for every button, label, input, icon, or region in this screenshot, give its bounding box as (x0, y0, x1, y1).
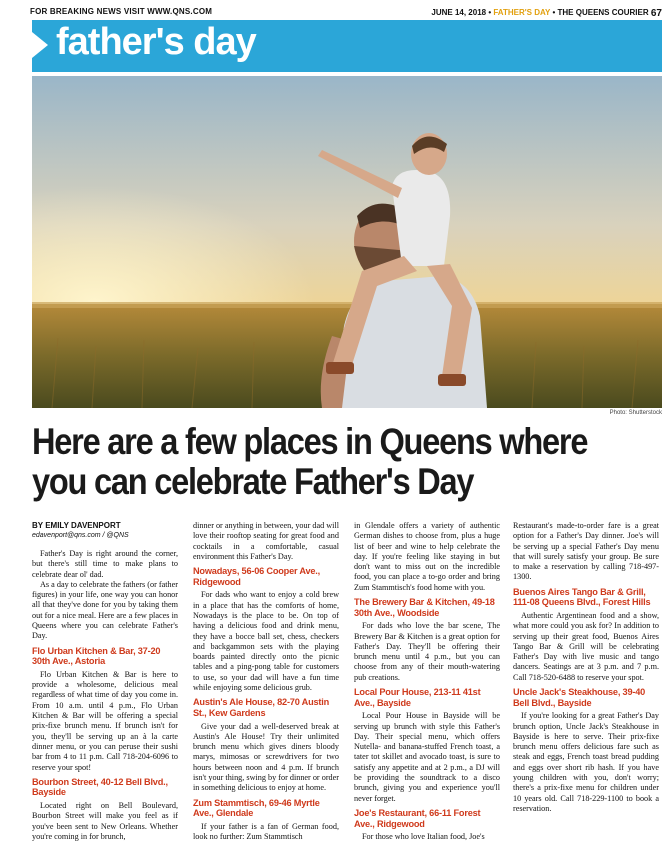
header-publication: • THE QUEENS COURIER (552, 8, 649, 17)
paragraph: Restaurant's made-to-order fare is a great option for a Father's Day dinner. Joe's will be serving up a special Father's Day menu that will surely satisfy your group. Be sure to make a reservation by calling 718-497-1300. (513, 521, 659, 582)
headline-line-2: you can celebrate Father's Day (32, 461, 474, 502)
venue-heading: Nowadays, 56-06 Cooper Ave., Ridgewood (193, 566, 320, 587)
paragraph: dinner or anything in between, your dad will love their rooftop seating for great food and cocktails in a comfortable, casual environment this Father's Day. (193, 521, 339, 561)
article-column-3 (354, 521, 500, 842)
hero-photo (32, 76, 662, 408)
banner-arrow-icon (32, 32, 48, 58)
venue-heading: Zum Stammtisch, 69-46 Myrtle Ave., Glendale (193, 797, 320, 819)
article-column-2 (193, 521, 339, 842)
paragraph: Father's Day is right around the corner, but there's still time to make plans to celebrate dear ol' dad. (32, 549, 178, 579)
section-banner (32, 20, 662, 72)
paragraph: Local Pour House in Bayside will be serving up brunch with style this Father's Day. Their special menu, which offers Nutella- and banana-stuffed French toast, a tater tot skillet and avocado toast, is sure to satisfy any appetite and at 2 p.m., a DJ will be providing the soundtrack to a disco brunch, giving you and experience you'll never forget. (354, 711, 500, 803)
paragraph: Authentic Argentinean food and a show, what more could you ask for? In addition to serving up their great food, Buenos Aires Tango Bar & Grill will be celebrating Father's Day with live music and tango dancers. Seatings are at 3 p.m. and 7 p.m. Call 718-520-6488 to reserve your spot. (513, 610, 659, 682)
headline-line-1: Here are a few places in Queens where (32, 421, 588, 462)
venue-heading: Local Pour House, 213-11 41st Ave., Bayside (354, 687, 481, 708)
venue-heading: The Brewery Bar & Kitchen, 49-18 30th Ave., Woodside (354, 597, 495, 618)
page-header (30, 6, 662, 18)
venue-heading: Austin's Ale House, 82-70 Austin St., Kew Gardens (193, 697, 330, 718)
paragraph: If your father is a fan of German food, look no further: Zum Stammtisch (193, 821, 339, 842)
paragraph: Give your dad a well-deserved break at Austin's Ale House! Try their unlimited brunch menu which gives diners bloody marys, mimosas or screwdrivers for two hours between noon and 4 p.m. If brunch isn't your thing, swing by for dinner or order in something delicious to enjoy at home. (193, 721, 339, 793)
paragraph: Located right on Bell Boulevard, Bourbon Street will make you feel as if you've been sent to New Orleans. Whether you're coming in for brunch, (32, 801, 178, 841)
venue-heading: Joe's Restaurant, 66-11 Forest Ave., Ridgewood (354, 807, 481, 829)
photo-credit: Photo: Shutterstock (609, 410, 662, 416)
article-column-1 (32, 521, 178, 842)
paragraph: As a day to celebrate the fathers (or father figures) in your life, one way you can honor all that they've done for you by taking them out for a nice meal. Here are a few places in Queens where you can celebrate Father's Day. (32, 579, 178, 641)
paragraph: For dads who want to enjoy a cold brew in a place that has the comforts of home, Nowadays is the place to be. On top of having a delicious food and drink menu, they have a bocce ball set, chess, checkers and backgammon sets with the playing boards painted directly onto the picnic tables and a ping-pong table for customers to use, so your dad will have a fun time while enjoying some delicious grub. (193, 590, 339, 693)
venue-heading: Uncle Jack's Steakhouse, 39-40 Bell Blvd., Bayside (513, 687, 646, 708)
byline-email: edavenport@qns.com / @QNS (32, 532, 129, 539)
header-website: FOR BREAKING NEWS VISIT WWW.QNS.COM (30, 7, 213, 16)
header-date: JUNE 14, 2018 • (431, 8, 492, 17)
paragraph: in Glendale offers a variety of authentic German dishes to choose from, plus a huge list of beer and wine to help celebrate the day. If you're feeling like staying in but don't want to miss out on the incredible food, you can place a to-go order and bring Zum Stammtisch's food home with you. (354, 521, 500, 592)
article-column-4 (513, 521, 659, 814)
paragraph: If you're looking for a great Father's Day brunch option, Uncle Jack's Steakhouse in Bayside is here to serve. Their prix-fixe brunch menu offers delicious fare such as steak and eggs, French toast bread pudding and eggs over short rib hash. If you have young children with you, don't worry; there's a prix-fixe menu for children under 10 years old. Call 718-229-1100 to book a reservation. (513, 711, 659, 813)
header-section: FATHER'S DAY (493, 8, 551, 17)
page-number: 67 (650, 8, 662, 19)
article-headline (32, 422, 586, 502)
paragraph: Flo Urban Kitchen & Bar is here to provide a wholesome, delicious meal regardless of what time of day you come in. From 10 a.m. until 4 p.m., Flo Urban Kitchen & Bar will be offering a special prix-fixe brunch menu. If brunch isn't for you, they'll be serving up an à la carte dinner menu, or you can peruse their sushi bar from 4 to 11 p.m. Call 718-204-6096 to reserve your spot! (32, 669, 178, 772)
paragraph: For those who love Italian food, Joe's (362, 832, 485, 842)
venue-heading: Bourbon Street, 40-12 Bell Blvd., Bayside (32, 776, 168, 798)
header-right (431, 7, 662, 18)
paragraph: For dads who love the bar scene, The Brewery Bar & Kitchen is a great option for Father's Day. They'll be offering their brunch menu until 4 p.m., but you can choose from any of their mouth-watering pub creations. (354, 621, 500, 682)
banner-title: father's day (56, 21, 256, 63)
venue-heading: Flo Urban Kitchen & Bar, 37-20 30th Ave., Astoria (32, 645, 161, 667)
father-son-photo (32, 76, 662, 408)
venue-heading: Buenos Aires Tango Bar & Grill, 111-08 Queens Blvd., Forest Hills (513, 586, 651, 608)
byline-author: BY EMILY DAVENPORT (32, 521, 121, 530)
